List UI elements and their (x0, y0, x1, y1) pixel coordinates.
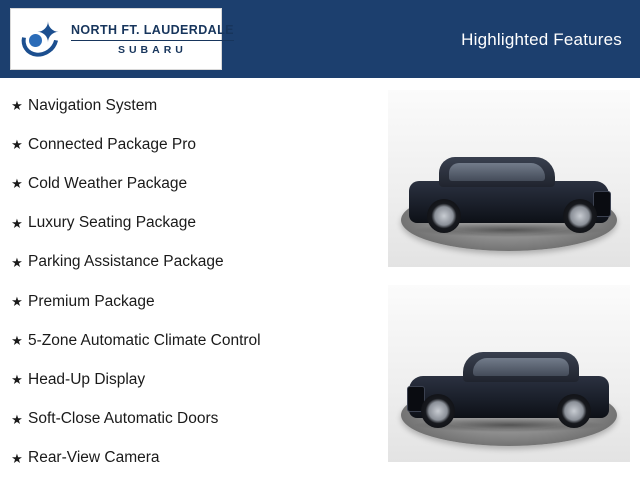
list-item (6, 360, 378, 399)
list-item (6, 204, 378, 243)
logo-divider (71, 40, 234, 41)
list-item (6, 243, 378, 282)
vehicle-photo-side-front-left (388, 90, 630, 267)
dealer-logo (10, 8, 234, 70)
dealer-name-line1: NORTH FT. LAUDERDALE (71, 22, 234, 37)
feature-label: Soft-Close Automatic Doors (28, 410, 219, 428)
list-item (6, 400, 378, 439)
feature-label: Cold Weather Package (28, 174, 188, 192)
star-bullet-icon: ★ (11, 294, 23, 310)
feature-label: Parking Assistance Package (28, 253, 224, 271)
feature-label: Connected Package Pro (28, 135, 197, 153)
star-bullet-icon: ★ (11, 333, 23, 349)
dealer-name-line2: SUBARU (117, 43, 187, 56)
vehicle-photo-side-front-right (388, 285, 630, 462)
list-item (6, 125, 378, 164)
star-bullet-icon: ★ (11, 254, 23, 270)
list-item (6, 86, 378, 125)
feature-label: Premium Package (28, 292, 155, 310)
suv-illustration (405, 344, 613, 428)
star-bullet-icon: ★ (11, 372, 23, 388)
star-bullet-icon: ★ (11, 176, 23, 192)
feature-label: Navigation System (28, 96, 158, 114)
list-item (6, 321, 378, 360)
star-bullet-icon: ★ (11, 450, 23, 466)
highlighted-features-list (6, 86, 378, 478)
list-item (6, 439, 378, 478)
dealer-logo-text (71, 23, 234, 56)
star-bullet-icon: ★ (11, 98, 23, 114)
star-bullet-icon: ★ (11, 411, 23, 427)
star-bullet-icon: ★ (11, 215, 23, 231)
list-item (6, 164, 378, 203)
list-item (6, 282, 378, 321)
header-bar (0, 0, 640, 78)
page-title: Highlighted Features (461, 30, 622, 49)
feature-label: Head-Up Display (28, 370, 146, 388)
feature-label: Luxury Seating Package (28, 214, 197, 232)
suv-illustration (405, 149, 613, 233)
star-bullet-icon: ★ (11, 137, 23, 153)
feature-label: Rear-View Camera (28, 449, 160, 467)
subaru-star-cluster-icon: ✦ (19, 16, 65, 62)
feature-label: 5-Zone Automatic Climate Control (28, 331, 261, 349)
